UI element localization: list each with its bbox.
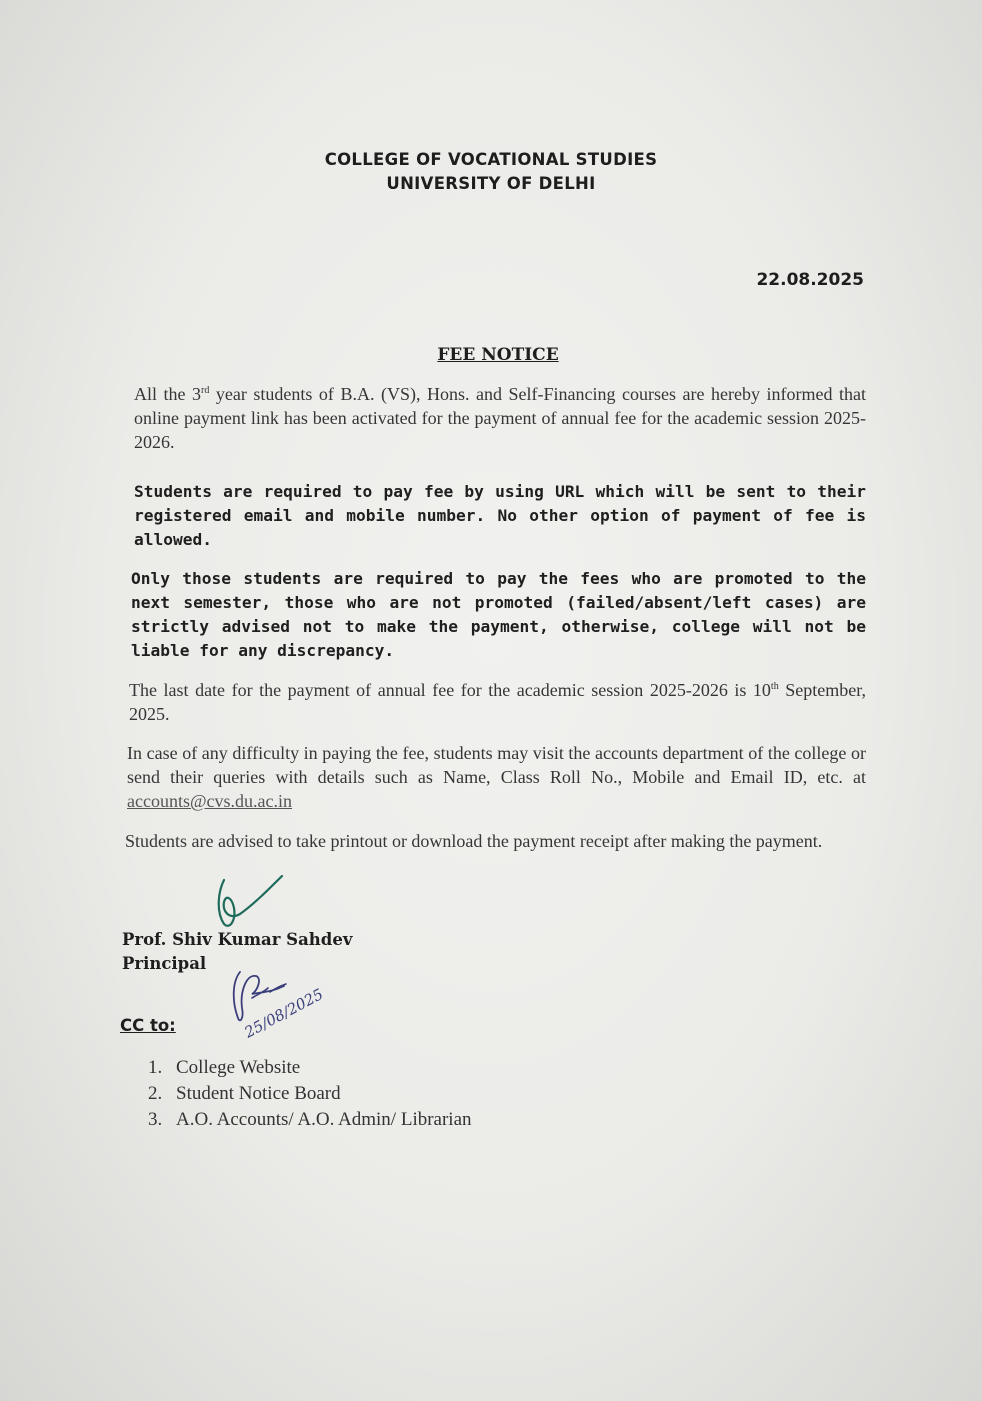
cc-list — [148, 1055, 472, 1133]
paragraph-promoted-students: Only those students are required to pay the fees who are promoted to the next semester, those who are not promoted (failed/absent/left cases) are strictly advised not to make the payment, otherwise, college will not be liable for any discrepancy. — [131, 569, 866, 660]
paragraph-receipt: Students are advised to take printout or download the payment receipt after making the payment. — [125, 831, 823, 851]
letterhead — [0, 148, 982, 196]
cc-label: CC to: — [120, 1016, 176, 1035]
paragraph-last-date: The last date for the payment of annual fee for the academic session 2025-2026 is 10th September, 2025. — [129, 680, 866, 724]
paragraph-intro: All the 3rd year students of B.A. (VS), Hons. and Self-Financing courses are hereby informed that online payment link has been activated for the payment of annual fee for the academic session 2025-2026. — [134, 384, 867, 452]
notice-date: 22.08.2025 — [756, 270, 864, 290]
notice-title: FEE NOTICE — [437, 345, 559, 365]
cc-item: 3. A.O. Accounts/ A.O. Admin/ Librarian — [148, 1109, 472, 1130]
handwritten-initials — [222, 962, 352, 1046]
principal-signature — [210, 872, 290, 934]
accounts-email-link[interactable]: accounts@cvs.du.ac.in — [127, 791, 293, 811]
handwritten-date: 25/08/2025 — [241, 985, 327, 1042]
university-name: UNIVERSITY OF DELHI — [386, 174, 596, 193]
paragraph-difficulty: In case of any difficulty in paying the fee, students may visit the accounts department of the college or send their queries with details such as Name, Class Roll No., Mobile and Email ID, etc. at accounts@cvs.du.ac.in — [127, 743, 866, 811]
signatory-name: Prof. Shiv Kumar Sahdev — [122, 930, 353, 949]
cc-item: 1. College Website — [148, 1057, 301, 1078]
signatory-designation: Principal — [122, 954, 207, 973]
paragraph-payment-url: Students are required to pay fee by using URL which will be sent to their registered email and mobile number. No other option of payment of fee is allowed. — [134, 482, 866, 549]
cc-item: 2. Student Notice Board — [148, 1083, 341, 1104]
college-name: COLLEGE OF VOCATIONAL STUDIES — [324, 150, 658, 169]
